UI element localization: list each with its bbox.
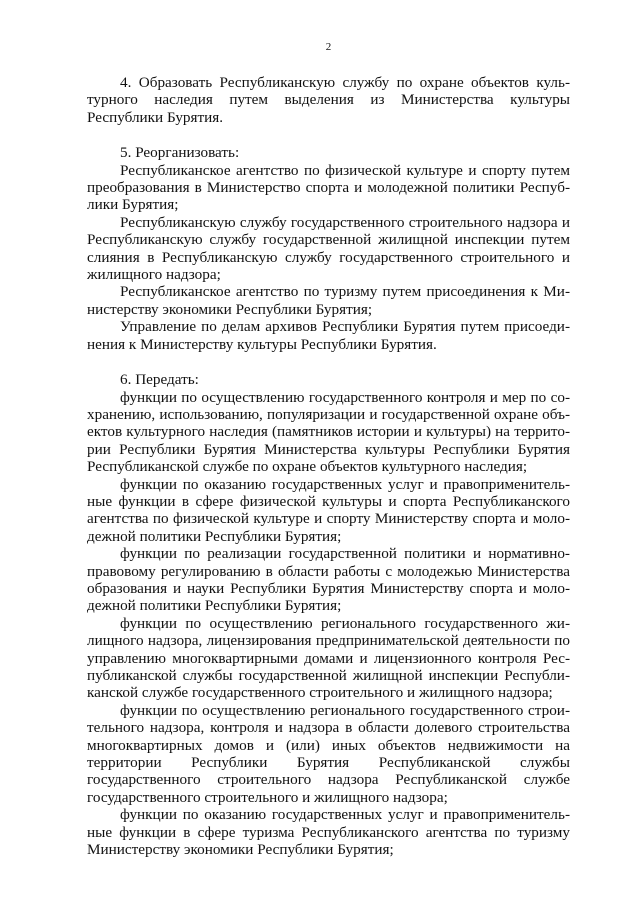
section-4: [87, 74, 570, 126]
paragraph: Республиканское агентство по туризму путем присоединения к Министерству экономики Республики Бурятия;: [87, 283, 570, 318]
paragraph: функции по реализации государственной политики и нормативно-правовому регулированию в области работы с молодежью Министерства образования и науки Республики Бурятия Министерству спорта и молодежной политики Республики Бурятия;: [87, 545, 570, 615]
page-number: 2: [325, 41, 332, 53]
section-heading: 5. Реорганизовать:: [120, 144, 240, 162]
section-heading: 6. Передать:: [120, 371, 199, 389]
paragraph: Республиканскую службу государственного строительного надзора и Республиканскую службу государственной жилищной инспекции путем слияния в Республиканскую службу государственного строительного и жилищного надзора;: [87, 213, 570, 284]
section-5: [87, 144, 570, 353]
paragraph: 4. Образовать Республиканскую службу по охране объектов культурного наследия путем выделения из Министерства культуры Республики Бурятия.: [87, 74, 570, 126]
paragraph: функции по осуществлению регионального государственного жилищного надзора, лицензирования предпринимательской деятельности по управлению многоквартирными домами и лицензионного контроля Республиканской службы государственной жилищной инспекции Республиканской службе государственного строительного и жилищного надзора;: [87, 614, 570, 702]
paragraph: функции по оказанию государственных услуг и правоприменительные функции в сфере туризма Республиканского агентства по туризму Министерству экономики Республики Бурятия;: [87, 806, 570, 859]
paragraph: функции по осуществлению регионального государственного строительного надзора, контроля и надзора в области долевого строительства многоквартирных домов и (или) иных объектов недвижимости на территории Республики Бурятия Республиканской службы государственного строительного надзора Республиканской службе государственного строительного и жилищного надзора;: [87, 701, 570, 806]
paragraph: функции по осуществлению государственного контроля и мер по сохранению, использованию, популяризации и государственной охране объектов культурного наследия (памятников истории и культуры) на территории Республики Бурятия Министерства культуры Республики Бурятия Республиканской службе по охране объектов культурного наследия;: [87, 388, 570, 476]
paragraph: Управление по делам архивов Республики Бурятия путем присоединения к Министерству культуры Республики Бурятия.: [87, 318, 570, 353]
section-6: [87, 371, 570, 858]
paragraph: функции по оказанию государственных услуг и правоприменительные функции в сфере физической культуры и спорта Республиканского агентства по физической культуре и спорту Министерству спорта и молодежной политики Республики Бурятия;: [87, 475, 570, 545]
paragraph: Республиканское агентство по физической культуре и спорту путем преобразования в Министерство спорта и молодежной политики Республики Бурятия;: [87, 161, 570, 214]
